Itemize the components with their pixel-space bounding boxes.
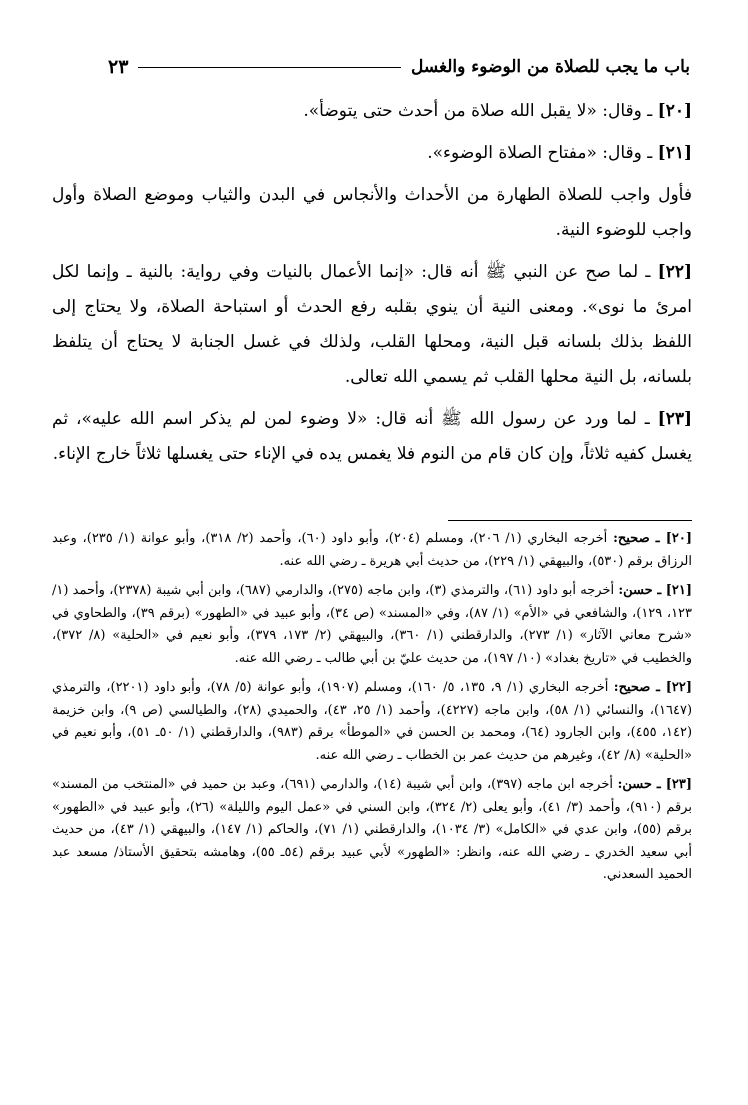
paragraph-text: ـ لما صح عن النبي ﷺ أنه قال: «إنما الأعمال بالنيات وفي رواية: بالنية ـ وإنما لكل امرئ ما نوى». ومعنى النية أن ينوي بقلبه رفع الحدث أو استباحة الصلاة، ولا يحتاج إلى اللفظ بذلك بلسانه قبل النية، ومحلها القلب، ولذلك في غسل الجنابة لا يحتاج أن يتلفظ بلسانه، بل النية محلها القلب ثم يسمي الله تعالى. [52, 262, 692, 387]
footnotes [52, 528, 692, 894]
paragraph-text: ـ لما ورد عن رسول الله ﷺ أنه قال: «لا وضوء لمن لم يذكر اسم الله عليه»، ثم يغسل كفيه ثلاثاً، وإن كان قام من النوم فلا يغمس يده في الإناء حتى يغسلها ثلاثاً خارج الإناء. [52, 409, 692, 464]
footnote-grade: [٢٠] ـ صحيح: [613, 531, 692, 546]
footnote-text: أخرجه ابن ماجه (٣٩٧)، وابن أبي شيبة (١٤)، والدارمي (٦٩١)، وعبد بن حميد في «المنتخب من المسند» برقم (٩١٠)، وأحمد (٣/ ٤١)، وأبو يعلى (٢/ ٣٢٤)، وابن السني في «عمل اليوم والليلة» (٢٦)، وأبو عبيد في «الطهور» برقم (٥٥)، وابن عدي في «الكامل» (٣/ ١٠٣٤)، والدارقطني (١/ ٧١)، والحاكم (١/ ١٤٧)، والبيهقي (١/ ٤٣)، من حديث أبي سعيد الخدري ـ رضي الله عنه، وانظر: «الطهور» لأبي عبيد برقم (٥٤ـ ٥٥)، وهامشه بتحقيق الأستاذ/ مسعد عبد الحميد السعدني. [52, 777, 692, 882]
paragraph-text: ـ وقال: «مفتاح الصلاة الوضوء». [427, 143, 658, 163]
main-text [52, 94, 692, 479]
paragraph-text: ـ وقال: «لا يقبل الله صلاة من أحدث حتى يتوضأ». [303, 101, 658, 121]
footnote-text: أخرجه البخاري (١/ ٩، ١٣٥، ٥/ ١٦٠)، ومسلم (١٩٠٧)، وأبو عوانة (٥/ ٧٨)، وأبو داود (٢٢٠١)، والترمذي (١٦٤٧)، والنسائي (١/ ٥٨)، وابن ماجه (٤٢٢٧)، وأحمد (١/ ٢٥، ٤٣)، والحميدي (٢٨)، والطيالسي (ص ٩)، وابن خزيمة (١٤٢، ٤٥٥)، وابن الجارود (٦٤)، ومحمد بن الحسن في «الموطأ» برقم (٩٨٣)، والدارقطني (١/ ٥٠ـ ٥١)، وأبو نعيم في «الحلية» (٨/ ٤٢)، وغيرهم من حديث عمر بن الخطاب ـ رضي الله عنه. [52, 680, 693, 763]
footnote-text: أخرجه أبو داود (٦١)، والترمذي (٣)، وابن ماجه (٢٧٥)، والدارمي (٦٨٧)، وابن أبي شيبة (٢٣٧٨)، وأحمد (١/ ١٢٣، ١٢٩)، والشافعي في «الأم» (١/ ٨٧)، وفي «المسند» (ص ٣٤)، وأبو عبيد في «الطهور» (برقم ٣٩)، والطحاوي في «شرح معاني الآثار» (١/ ٢٧٣)، والدارقطني (١/ ٣٦٠)، والبيهقي (٢/ ١٧٣، ٣٧٩)، وأبو نعيم في «الحلية» (٨/ ٣٧٢)، والخطيب في «تاريخ بغداد» (١٠/ ١٩٧)، من حديث عليّ بن أبي طالب ـ رضي الله عنه. [52, 583, 693, 666]
hadith-index: [٢١] [657, 143, 692, 163]
hadith-index: [٢٣] [657, 409, 692, 429]
footnote-grade: [٢٣] ـ حسن: [617, 777, 693, 792]
footnote-23 [52, 774, 692, 887]
footnote-grade: [٢١] ـ حسن: [618, 583, 693, 598]
footnote-20 [52, 528, 692, 573]
paragraph-22 [52, 255, 692, 395]
chapter-title: باب ما يجب للصلاة من الوضوء والغسل [410, 57, 690, 77]
footnote-text: أخرجه البخاري (١/ ٢٠٦)، ومسلم (٢٠٤)، وأبو داود (٦٠)، وأحمد (٢/ ٣١٨)، وأبو عوانة (١/ ٢٣٥)، وعبد الرزاق برقم (٥٣٠)، والبيهقي (١/ ٢٢٩)، من حديث أبي هريرة ـ رضي الله عنه. [52, 531, 692, 569]
page-number: ٢٣ [108, 56, 129, 78]
header-rule [138, 67, 401, 68]
footnote-separator [448, 520, 692, 521]
paragraph-20 [52, 94, 692, 129]
footnote-21 [52, 580, 692, 670]
paragraph-commentary [52, 178, 692, 248]
paragraph-text: فأول واجب للصلاة الطهارة من الأحداث والأنجاس في البدن والثياب وموضع الصلاة وأول واجب للوضوء النية. [52, 185, 692, 240]
hadith-index: [٢٢] [657, 262, 692, 282]
footnote-grade: [٢٢] ـ صحيح: [613, 680, 693, 695]
footnote-22 [52, 677, 692, 767]
running-header [108, 54, 690, 80]
paragraph-21 [52, 136, 692, 171]
paragraph-23 [52, 402, 692, 472]
hadith-index: [٢٠] [657, 101, 692, 121]
